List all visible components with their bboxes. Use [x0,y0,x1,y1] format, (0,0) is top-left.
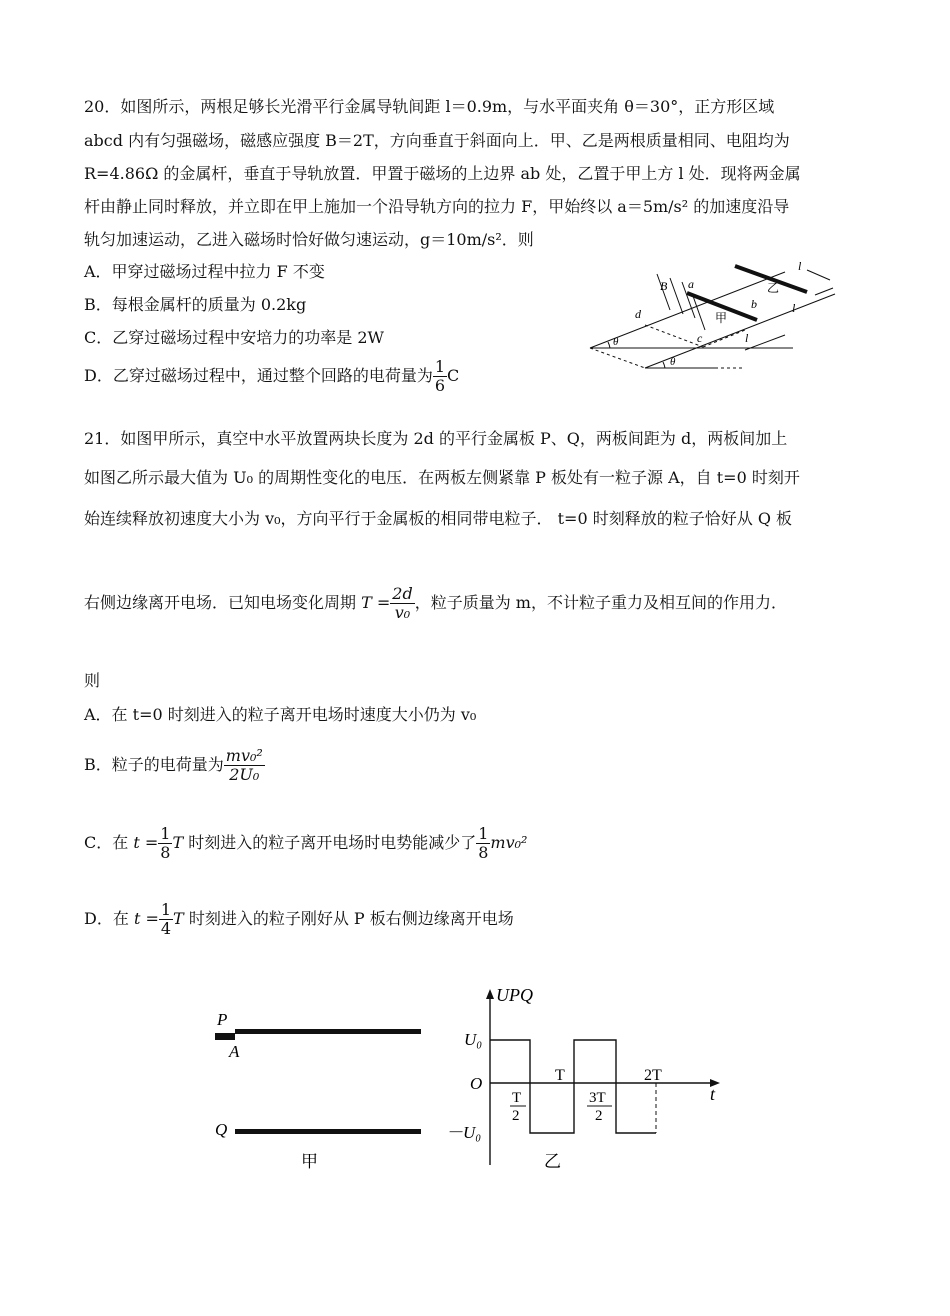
q20-option-b: B．每根金属杆的质量为 0.2kg [84,295,307,314]
label-t-axis: t [710,1084,716,1104]
denominator: 8 [478,843,489,862]
label-half-t-den: 2 [512,1108,520,1124]
q21-option-d-rest: 时刻进入的粒子刚好从 P 板右侧边缘离开电场 [188,909,514,928]
q21-line-4-rest: ，粒子质量为 m，不计粒子重力及相互间的作用力． [414,593,787,612]
q20-option-c: C．乙穿过磁场过程中安培力的功率是 2W [84,328,384,347]
dim-line [807,270,830,280]
q21-line-3: 始连续释放初速度大小为 v₀，方向平行于金属板的相同带电粒子． t=0 时刻释放的粒子恰好从 Q 板 [84,509,793,528]
label-neg-u0: －U₀ [446,1123,482,1142]
fraction [158,825,172,862]
period-symbol: T [172,833,184,852]
field-edge-dc [645,325,703,347]
q21-option-d [84,896,514,942]
label-theta: θ [670,356,676,368]
label-a: A [229,1042,240,1061]
label-a: a [688,277,694,291]
q21-line-2: 如图乙所示最大值为 U₀ 的周期性变化的电压．在两板左侧紧靠 P 板处有一粒子源 A，自 t=0 时刻开 [84,468,800,487]
q20-line-5: 轨匀加速运动，乙进入磁场时恰好做匀速运动，g＝10m/s²．则 [84,230,534,249]
plate-q [235,1129,421,1134]
numerator: 1 [478,824,489,843]
q20-line-1: 20．如图所示，两根足够长光滑平行金属导轨间距 l＝0.9m，与水平面夹角 θ＝30°，正方形区域 [84,97,775,116]
theta-arc [663,362,665,368]
q21-line-4-text: 右侧边缘离开电场．已知电场变化周期 [84,593,357,612]
numerator: 1 [434,357,446,376]
label-three-half-t-den: 2 [595,1108,603,1124]
q21-line-5: 则 [84,671,101,690]
denominator: v₀ [394,603,411,622]
formula-lhs: t = [133,833,159,852]
axis-label-u [496,985,533,1005]
numerator: mv₀² [225,746,263,765]
q20-option-d-text: D．乙穿过磁场过程中，通过整个回路的电荷量为 [84,366,433,385]
particle-source [215,1033,235,1040]
label-jia: 甲 [715,311,728,325]
numerator: 2d [392,584,413,603]
q21-option-b [84,740,265,790]
numerator: 1 [160,824,171,843]
label-two-period: 2T [644,1067,662,1084]
fraction [159,901,173,938]
q21-option-a: A．在 t=0 时刻进入的粒子离开电场时速度大小仍为 v₀ [84,705,477,724]
label-l: l [792,301,796,315]
field-arrow [670,278,683,314]
label-q: Q [215,1120,228,1139]
q20-line-2: abcd 内有匀强磁场，磁感应强度 B＝2T，方向垂直于斜面向上．甲、乙是两根质量相同、电阻均为 [84,131,790,150]
q20-line-4: 杆由静止同时释放，并立即在甲上施加一个沿导轨方向的拉力 F，甲始终以 a＝5m/s² 的加速度沿导 [84,197,790,216]
label-theta: θ [613,336,619,348]
label-yi: 乙 [767,281,780,295]
q21-option-c [84,820,527,866]
label-period: T [555,1067,565,1084]
fraction [224,747,265,784]
formula-lhs: T = [361,593,391,612]
label-b: b [751,297,757,311]
label-l: l [798,259,802,273]
plate-p [235,1029,421,1034]
q20-rails-figure [585,250,855,375]
caption-yi: 乙 [544,1152,561,1171]
denominator: 4 [160,919,172,938]
dim-line [815,288,833,295]
denominator: 2U₀ [229,765,260,784]
label-three-half-t-num: 3T [589,1090,606,1106]
formula-lhs: t = [133,909,159,928]
label-u0: U₀ [464,1030,483,1049]
label-half-t-num: T [512,1090,522,1106]
q21-line-1: 21．如图甲所示，真空中水平放置两块长度为 2d 的平行金属板 P、Q，两板间距为 d，两板间加上 [84,429,788,448]
denominator: 6 [434,376,446,395]
y-axis-arrow [486,989,494,999]
q21-option-b-text: B．粒子的电荷量为 [84,755,224,774]
field-edge-cb [703,330,745,347]
q21-voltage-figure [440,985,730,1180]
numerator: 1 [160,900,172,919]
q21-line-4 [84,580,787,626]
q21-option-d-text: D．在 [84,909,129,928]
label-b-field: B [660,279,668,293]
denominator: 8 [160,843,171,862]
label-origin: O [470,1074,483,1093]
q21-option-c-text: C．在 [84,833,129,852]
period-symbol: T [173,909,184,928]
fraction [390,585,414,622]
q20-line-3: R=4.86Ω 的金属杆，垂直于导轨放置．甲置于磁场的上边界 ab 处，乙置于甲上方 l 处．现将两金属 [84,164,801,183]
q21-option-c-mid: 时刻进入的粒子离开电场时电势能减少了 [188,833,477,852]
label-l: l [745,331,749,345]
kinetic-term: mv₀² [490,833,528,852]
caption-jia: 甲 [301,1152,318,1171]
base-dash [590,348,645,368]
fraction [433,358,447,395]
label-p: P [217,1010,228,1029]
unit: C [447,366,460,385]
axis-label-u-text: UPQ [496,985,533,1005]
q20-option-d [84,356,459,396]
label-d: d [635,307,641,321]
theta-arc [608,342,610,348]
q21-plates-figure [205,1005,435,1175]
fraction [476,825,490,862]
q20-option-a: A．甲穿过磁场过程中拉力 F 不变 [84,262,325,281]
label-c: c [697,331,703,345]
